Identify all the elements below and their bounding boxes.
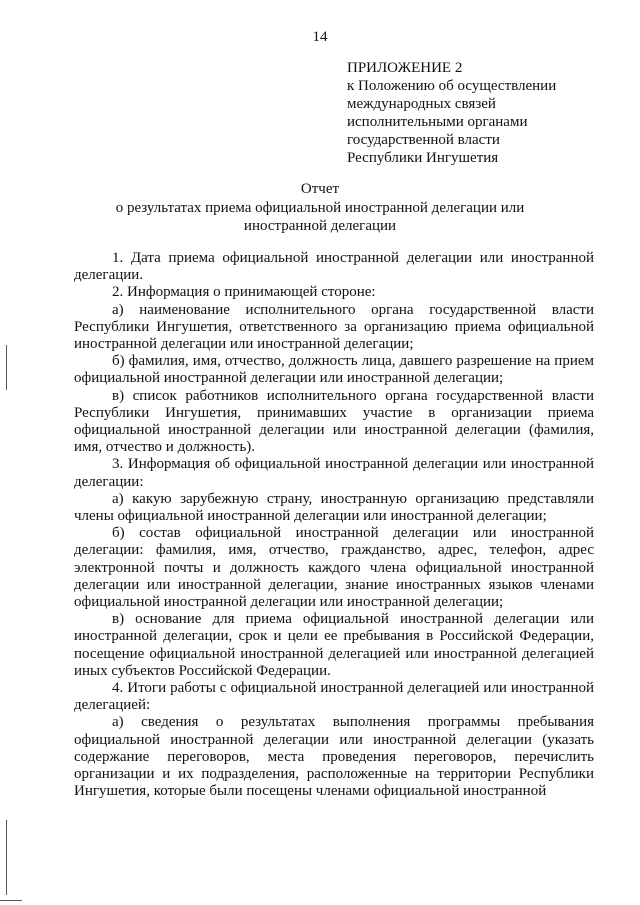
appendix-line: Республики Ингушетия: [347, 150, 499, 166]
appendix-title: ПРИЛОЖЕНИЕ 2: [347, 60, 463, 76]
appendix-line: исполнительными органами: [347, 114, 528, 130]
appendix-line: к Положению об осуществлении: [347, 78, 557, 94]
scan-bottom-mark: [0, 900, 22, 901]
paragraph-item-2a: а) наименование исполнительного органа государственной власти Республики Ингушетия, ответственного за организацию приема официальной иностранной делегации или иностранной делегации;: [74, 301, 594, 353]
report-title-block: [0, 180, 640, 236]
report-title: Отчет: [300, 181, 340, 197]
page-number: 14: [312, 29, 328, 45]
appendix-line: государственной власти: [347, 132, 500, 148]
paragraph-item-1: 1. Дата приема официальной иностранной делегации или иностранной делегации.: [74, 250, 594, 284]
paragraph-item-3a: а) какую зарубежную страну, иностранную организацию представляли члены официальной иностранной делегации или иностранной делегации;: [74, 490, 594, 525]
paragraph-item-2: 2. Информация о принимающей стороне:: [112, 284, 376, 301]
paragraph-item-3: 3. Информация об официальной иностранной делегации или иностранной делегации:: [74, 456, 594, 490]
paragraph-item-2b: б) фамилия, имя, отчество, должность лица, давшего разрешение на прием официальной иностранной делегации или иностранной делегации;: [74, 353, 594, 387]
appendix-line: международных связей: [347, 96, 496, 112]
paragraph-item-4a: а) сведения о результатах выполнения программы пребывания официальной иностранной делегации или иностранной делегации (указать содержание переговоров, места проведения переговоров, перечислить организации и их подразделения, расположенные на территории Республики Ингушетия, которые были посещены членами официальной иностранной: [74, 714, 594, 800]
paragraph-item-3b: б) состав официальной иностранной делегации или иностранной делегации: фамилия, имя, отчество, гражданство, адрес, телефон, адрес электронной почты и должность каждого члена официальной иностранной делегации или иностранной делегации, знание иностранных языков членами официальной иностранной делегации или иностранной делегации;: [74, 525, 594, 611]
scan-margin-mark: [6, 345, 7, 390]
appendix-header: [347, 59, 607, 167]
paragraph-item-2c: в) список работников исполнительного органа государственной власти Республики Ингушетия, принимавших участие в организации приема официальной иностранной делегации или иностранной делегации (фамилия, имя, отчество и должность).: [74, 387, 594, 456]
scan-margin-mark: [6, 820, 7, 895]
document-body: [74, 250, 594, 801]
paragraph-item-4: 4. Итоги работы с официальной иностранной делегацией или иностранной делегацией:: [74, 680, 594, 714]
paragraph-item-3c: в) основание для приема официальной иностранной делегации или иностранной делегации, срок и цели ее пребывания в Российской Федерации, посещение официальной иностранной делегацией или иностранной делегацией иных субъектов Российской Федерации.: [74, 611, 594, 679]
report-subtitle-line: иностранной делегации: [243, 218, 397, 234]
report-subtitle-line: о результатах приема официальной иностранной делегации или: [115, 199, 525, 216]
